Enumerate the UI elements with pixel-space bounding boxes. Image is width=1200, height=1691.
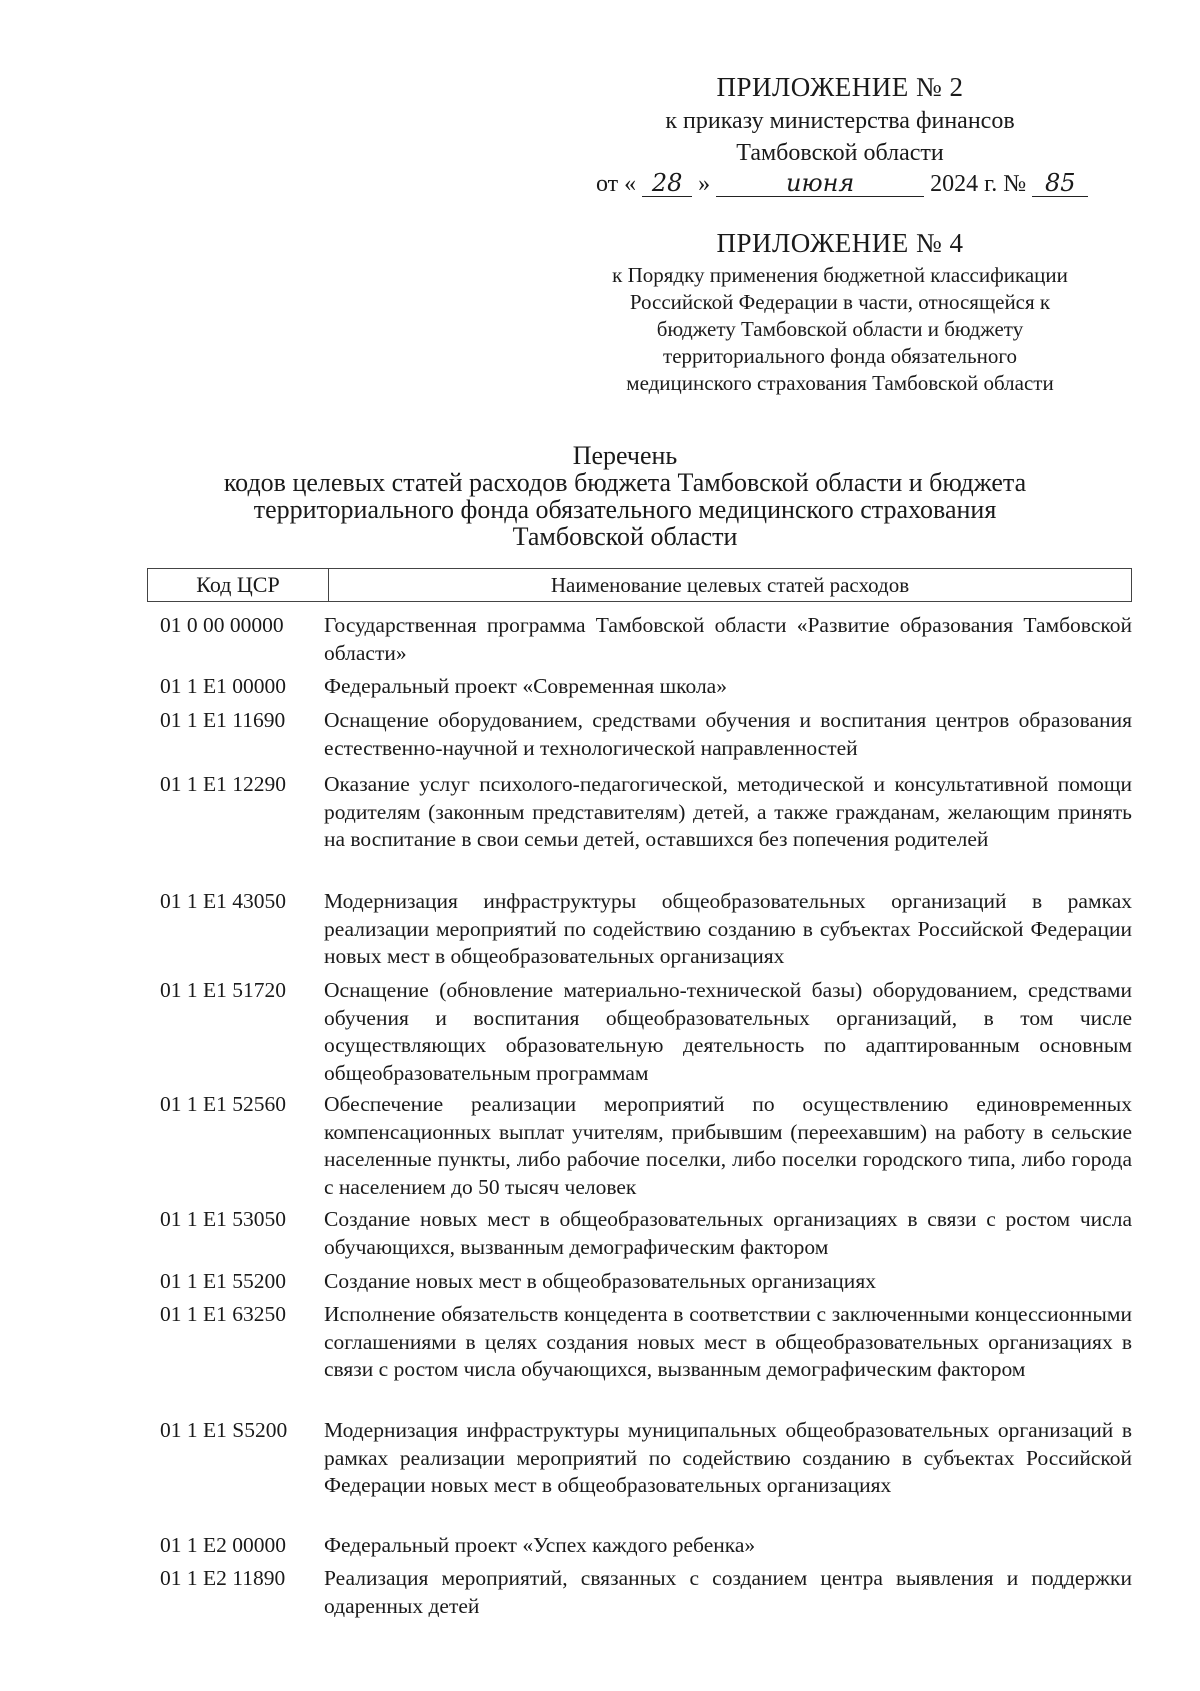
row-name: Оказание услуг психолого-педагогической, методической и консультативной помощи родителям (законным представителям) детей, а также гражданам, желающим принять на воспитание в свои семьи детей, оставшихся без попечения родителей xyxy=(324,772,1132,851)
document-title-line: кодов целевых статей расходов бюджета Тамбовской области и бюджета xyxy=(223,468,1027,497)
table-row xyxy=(160,771,1132,854)
row-name: Модернизация инфраструктуры общеобразовательных организаций в рамках реализации мероприятий по содействию созданию в субъектах Российской Федерации новых мест в общеобразовательных организациях xyxy=(324,889,1132,968)
row-code: 01 1 E1 S5200 xyxy=(160,1418,288,1442)
handwritten-month: июня xyxy=(716,170,924,197)
table-row xyxy=(160,1417,1132,1500)
appendix-2-line-2: Тамбовской области xyxy=(736,140,944,166)
table-row xyxy=(160,888,1132,971)
row-code: 01 1 E1 11690 xyxy=(160,708,286,732)
table-row xyxy=(160,1301,1132,1384)
row-code: 01 1 E1 12290 xyxy=(160,772,287,796)
row-name: Обеспечение реализации мероприятий по осуществлению единовременных компенсационных выплат учителям, прибывшим (переехавшим) на работу в сельские населенные пункты, либо рабочие поселки, либо поселки городского типа, либо города с населением до 50 тысяч человек xyxy=(324,1092,1132,1199)
row-code: 01 1 E1 52560 xyxy=(160,1092,287,1116)
document-title-line: Тамбовской области xyxy=(512,522,738,551)
row-name: Модернизация инфраструктуры муниципальных общеобразовательных организаций в рамках реализации мероприятий по содействию созданию в субъектах Российской Федерации новых мест в общеобразовательных организациях xyxy=(324,1418,1132,1497)
handwritten-day: 28 xyxy=(642,170,692,197)
row-name: Создание новых мест в общеобразовательных организациях xyxy=(324,1269,876,1293)
row-code: 01 1 E1 53050 xyxy=(160,1207,287,1231)
appendix-4-line: территориального фонда обязательного xyxy=(663,344,1017,368)
row-code: 01 0 00 00000 xyxy=(160,613,284,637)
row-code: 01 1 E1 55200 xyxy=(160,1269,287,1293)
row-name: Государственная программа Тамбовской области «Развитие образования Тамбовской области» xyxy=(324,613,1132,665)
appendix-4-line: к Порядку применения бюджетной классификации xyxy=(612,263,1068,287)
table-row xyxy=(160,1532,1132,1560)
table-row xyxy=(160,1268,1132,1296)
appendix-2-title: ПРИЛОЖЕНИЕ № 2 xyxy=(716,72,964,102)
row-name: Исполнение обязательств концедента в соответствии с заключенными концессионными соглашениями в целях создания новых мест в общеобразовательных организациях в связи с ростом числа обучающихся, вызванным демографическим фактором xyxy=(324,1302,1132,1381)
table-row xyxy=(160,673,1132,701)
order-date-line xyxy=(596,170,1088,198)
column-header-name: Наименование целевых статей расходов xyxy=(550,573,910,597)
appendix-4-line: Российской Федерации в части, относящейся к xyxy=(629,290,1051,314)
table-row xyxy=(160,1565,1132,1620)
appendix-4-title: ПРИЛОЖЕНИЕ № 4 xyxy=(716,228,964,258)
column-header-code: Код ЦСР xyxy=(148,569,329,601)
appendix-4-line: бюджету Тамбовской области и бюджету xyxy=(656,317,1024,341)
document-title-line: территориального фонда обязательного медицинского страхования xyxy=(253,495,997,524)
row-name: Оснащение оборудованием, средствами обучения и воспитания центров образования естественно-научной и технологической направленностей xyxy=(324,708,1132,760)
table-row xyxy=(160,1206,1132,1261)
row-code: 01 1 E2 00000 xyxy=(160,1533,287,1557)
date-mid: » xyxy=(698,171,711,197)
appendix-4-description xyxy=(560,262,1120,397)
row-name: Создание новых мест в общеобразовательных организациях в связи с ростом числа обучающихся, вызванным демографическим фактором xyxy=(324,1207,1132,1259)
row-code: 01 1 E1 63250 xyxy=(160,1302,287,1326)
handwritten-order-number: 85 xyxy=(1032,170,1088,197)
date-prefix: от « xyxy=(596,171,637,197)
date-year: 2024 г. № xyxy=(930,171,1027,197)
row-name: Федеральный проект «Успех каждого ребенка» xyxy=(324,1533,756,1557)
appendix-2-line-1: к приказу министерства финансов xyxy=(665,108,1015,134)
appendix-4-line: медицинского страхования Тамбовской области xyxy=(626,371,1054,395)
row-name: Оснащение (обновление материально-технической базы) оборудованием, средствами обучения и воспитания общеобразовательных организаций, в том числе осуществляющих образовательную деятельность по адаптированным основным общеобразовательным программам xyxy=(324,978,1132,1085)
table-header xyxy=(147,568,1132,602)
row-code: 01 1 E1 00000 xyxy=(160,674,287,698)
row-code: 01 1 E2 11890 xyxy=(160,1566,286,1590)
table-row xyxy=(160,612,1132,667)
row-code: 01 1 E1 51720 xyxy=(160,978,287,1002)
row-code: 01 1 E1 43050 xyxy=(160,889,287,913)
row-name: Реализация мероприятий, связанных с созданием центра выявления и поддержки одаренных детей xyxy=(324,1566,1132,1618)
row-name: Федеральный проект «Современная школа» xyxy=(324,674,727,698)
document-title: Перечень xyxy=(572,441,678,470)
table-row xyxy=(160,707,1132,762)
table-row xyxy=(160,977,1132,1087)
table-row xyxy=(160,1091,1132,1201)
